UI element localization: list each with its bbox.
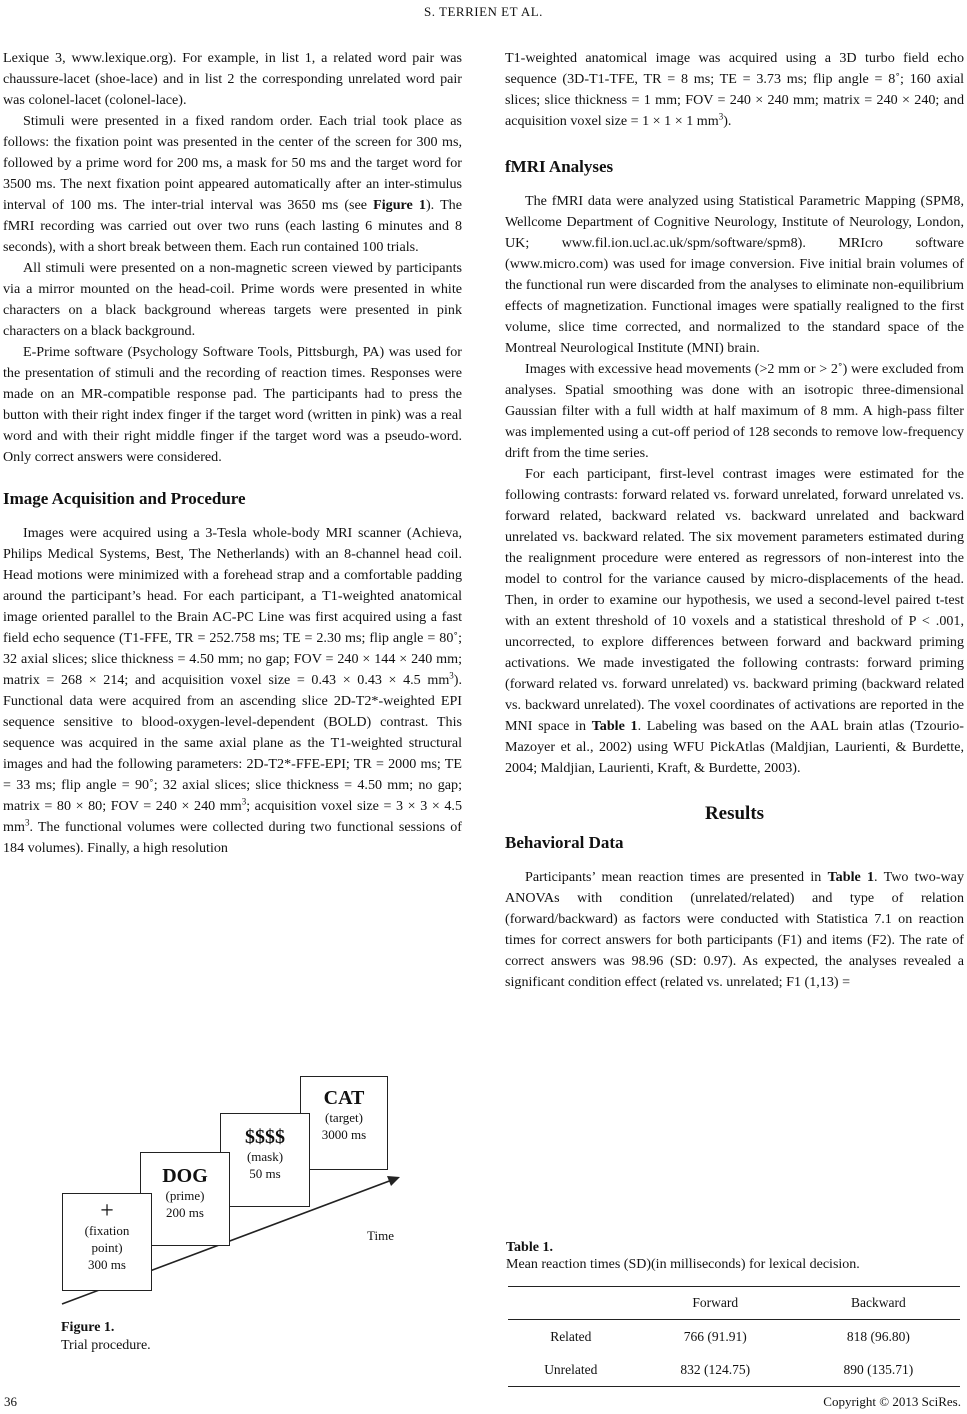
paragraph xyxy=(3,523,462,859)
section-heading: fMRI Analyses xyxy=(505,157,614,176)
reaction-times-table xyxy=(508,1286,960,1387)
fixation-label: (fixation point) xyxy=(84,1223,130,1255)
target-word: CAT xyxy=(323,1087,365,1109)
page-number: 36 xyxy=(4,1394,17,1409)
figure-caption-title: Figure 1. xyxy=(61,1320,115,1335)
paragraph: Lexique 3, www.lexique.org). For example, in list 1, a related word pair was chaussure-lacet (shoe-lace) and in list 2 the corresponding unrelated word pair was colonel-lacet (colonel-lace). xyxy=(3,50,462,108)
table-header-row xyxy=(508,1287,960,1320)
left-column xyxy=(3,48,462,859)
paragraph xyxy=(505,464,964,779)
table-header-cell xyxy=(508,1287,634,1320)
table-caption-text: Mean reaction times (SD)(in milliseconds) for lexical decision. xyxy=(506,1257,860,1272)
paragraph: The fMRI data were analyzed using Statistical Parametric Mapping (SPM8, Wellcome Department of Cognitive Neurology, Institute of Neurology, London, UK; www.fil.ion.ucl.ac.uk/spm/software/spm8). MRIcro software (www.micro.com) was used for image conversion. Five initial brain volumes of the functional run were discarded from the analyses to eliminate non-equilibrium effects of magnetization. Functional images were spatially realigned to the first volume, slice time corrected, and normalized to the standard space of the Montreal Neurological Institute (MNI) brain. xyxy=(505,193,964,356)
text-run: Stimuli were presented in a fixed random order. Each trial took place as follows: the fixation point was presented in the center of the screen for 300 ms, followed by a prime word for 200 ms, a mask for 50 ms and the target word for 3500 ms. The next fixation point appeared automatically after an inter-stimulus interval of 100 ms. The inter-trial interval was 3650 ms (see xyxy=(3,113,462,213)
right-column xyxy=(505,48,964,993)
copyright-notice: Copyright © 2013 SciRes. xyxy=(823,1394,961,1409)
figure-caption-text: Trial procedure. xyxy=(61,1338,151,1353)
section-heading: Behavioral Data xyxy=(505,833,624,852)
table-header-cell: Backward xyxy=(797,1287,960,1320)
table-header-cell: Forward xyxy=(634,1287,797,1320)
text-run: ). The fMRI recording was carried out over two runs (each lasting 6 minutes and 8 seconds), with a short break between them. Each run contained 100 trials. xyxy=(3,197,462,255)
text-run: . The functional volumes were collected during two functional sessions of 184 volumes). Finally, a high resolution xyxy=(3,819,462,856)
table-reference: Table 1 xyxy=(827,869,875,885)
running-header: S. TERRIEN ET AL. xyxy=(424,4,543,19)
superscript: 3 xyxy=(241,796,247,807)
superscript: 3 xyxy=(449,670,454,681)
table-cell: 766 (91.91) xyxy=(683,1328,747,1344)
paragraph: Images with excessive head movements (>2 mm or > 2˚) were excluded from analyses. Spatial smoothing was done with an isotropic three-dimensional Gaussian filter with a full width at half maximum of 8 mm. A high-pass filter was implemented using a cut-off period of 128 seconds to remove low-frequency drift from the time series. xyxy=(505,361,964,461)
text-run: ). xyxy=(723,113,732,129)
table-cell: 818 (96.80) xyxy=(846,1328,910,1344)
section-heading: Image Acquisition and Procedure xyxy=(3,489,246,508)
table-reference: Table 1 xyxy=(591,718,638,734)
prime-word: DOG xyxy=(162,1165,208,1187)
text-run: ; acquisition voxel size = 3 × 3 × 4.5 mm xyxy=(3,798,462,835)
mask-word: $$$$ xyxy=(245,1126,285,1148)
text-run: ). Functional data were acquired from an ascending slice 2D-T2*-weighted EPI sequence sensitive to blood-oxygen-level-dependent (BOLD) contrast. This sequence was acquired in the same axial plane as the T1-weighted structural images and had the following parameters: 2D-T2*-FFE-EPI; TR = 2000 ms; TE = 33 ms; flip angle = 90˚; 32 axial slices; slice thickness = 4.50 mm; no gap; matrix = 80 × 80; FOV = 240 × 240 mm xyxy=(3,672,462,814)
results-heading: Results xyxy=(704,803,765,824)
superscript: 3 xyxy=(718,111,724,122)
paragraph: E-Prime software (Psychology Software Tools, Pittsburgh, PA) was used for the presentation of stimuli and the recording of reaction times. Responses were made on an MR-compatible response pad. The participants had to press the button with their right index finger if the target word (written in pink) was a real word and with their right middle finger if the target word was a pseudo-word. Only correct answers were considered. xyxy=(3,344,462,465)
target-label: (target) xyxy=(324,1110,364,1125)
prime-label: (prime) xyxy=(165,1188,205,1203)
table-caption-title: Table 1. xyxy=(506,1240,553,1255)
text-run: T1-weighted anatomical image was acquired using a 3D turbo field echo sequence (3D-T1-TFE, TR = 8 ms; TE = 3.73 ms; flip angle = 8˚; 160 axial slices; slice thickness = 1 mm; FOV = 240 × 240 mm; matrix = 240 × 240; and acquisition voxel size = 1 × 1 × 1 mm xyxy=(505,50,964,129)
prime-duration: 200 ms xyxy=(166,1205,204,1220)
mask-box xyxy=(220,1113,310,1207)
text-run: For each participant, first-level contrast images were estimated for the following contrasts: forward related vs. forward unrelated, forward unrelated vs. forward related, backward related vs. backward unrelated and backward unrelated vs. backward related. The six movement parameters estimated during the realignment procedure were entered as regressors of non-interest into the model to control for the variance caused by micro-displacements of the head. Then, in order to examine our hypothesis, we used a second-level paired t-test with an extent threshold of 10 voxels and a statistical threshold of P < .001, uncorrected, to explore differences between forward and backward priming activations. We made investigated the following contrasts: forward priming (forward related vs. forward unrelated) vs. backward priming (backward related vs. backward unrelated). The voxel coordinates of activations are reported in the MNI space in xyxy=(505,466,964,734)
paragraph xyxy=(505,867,964,993)
table-cell: Related xyxy=(550,1328,592,1344)
time-label: Time xyxy=(367,1228,394,1243)
mask-label: (mask) xyxy=(246,1149,284,1164)
table-cell: 890 (135.71) xyxy=(797,1353,960,1387)
target-duration: 3000 ms xyxy=(321,1127,367,1142)
table-caption xyxy=(506,1239,860,1273)
target-box xyxy=(300,1076,388,1170)
figure-caption xyxy=(61,1319,151,1355)
mask-duration: 50 ms xyxy=(249,1166,281,1181)
text-run: Images were acquired using a 3-Tesla whole-body MRI scanner (Achieva, Philips Medical Systems, Best, The Netherlands) with an 8-channel head coil. Head motions were minimized with a forehead strap and a comfortable padding around the participant’s head. For each participant, a T1-weighted anatomical image oriented parallel to the Brain AC-PC Line was first acquired using a fast field echo sequence (T1-FFE, TR = 252.758 ms; TE = 2.30 ms; flip angle = 80˚; 32 axial slices; slice thickness = 4.50 mm; no gap; FOV = 240 × 144 × 240 mm; matrix = 268 × 214; and acquisition voxel size = 0.43 × 0.43 × 4.5 mm xyxy=(3,525,462,688)
prime-box xyxy=(140,1152,230,1246)
table-cell: Unrelated xyxy=(508,1353,634,1387)
table-row xyxy=(508,1320,960,1354)
table-cell: 832 (124.75) xyxy=(634,1353,797,1387)
text-run: . Two two-way ANOVAs with condition (unrelated/related) and type of relation (forward/backward) as factors were conducted with Statistica 7.1 on reaction times for correct answers for both participants (F1) and items (F2). The rate of correct answers was 98.96 (SD: 0.97). As expected, the analyses revealed a significant condition effect (related vs. unrelated; F1 (1,13) = xyxy=(505,869,964,990)
fixation-cross: + xyxy=(100,1198,114,1224)
paragraph: All stimuli were presented on a non-magnetic screen viewed by participants via a mirror mounted on the head-coil. Prime words were presented in white characters on a black background whereas targets were presented in pink characters on a black background. xyxy=(3,260,462,339)
paragraph xyxy=(3,111,462,258)
figure-trial-procedure xyxy=(60,1076,460,1316)
fixation-duration: 300 ms xyxy=(88,1257,126,1272)
figure-reference: Figure 1 xyxy=(373,197,426,213)
table-row xyxy=(508,1353,960,1387)
text-run: . Labeling was based on the AAL brain atlas (Tzourio-Mazoyer et al., 2002) using WFU PickAtlas (Maldjian, Laurienti, & Burdette, 2004; Maldjian, Laurienti, Kraft, & Burdette, 2003). xyxy=(505,718,965,776)
paragraph xyxy=(505,48,964,132)
fixation-box xyxy=(62,1193,152,1291)
superscript: 3 xyxy=(24,817,30,828)
text-run: Participants’ mean reaction times are presented in xyxy=(525,869,828,885)
